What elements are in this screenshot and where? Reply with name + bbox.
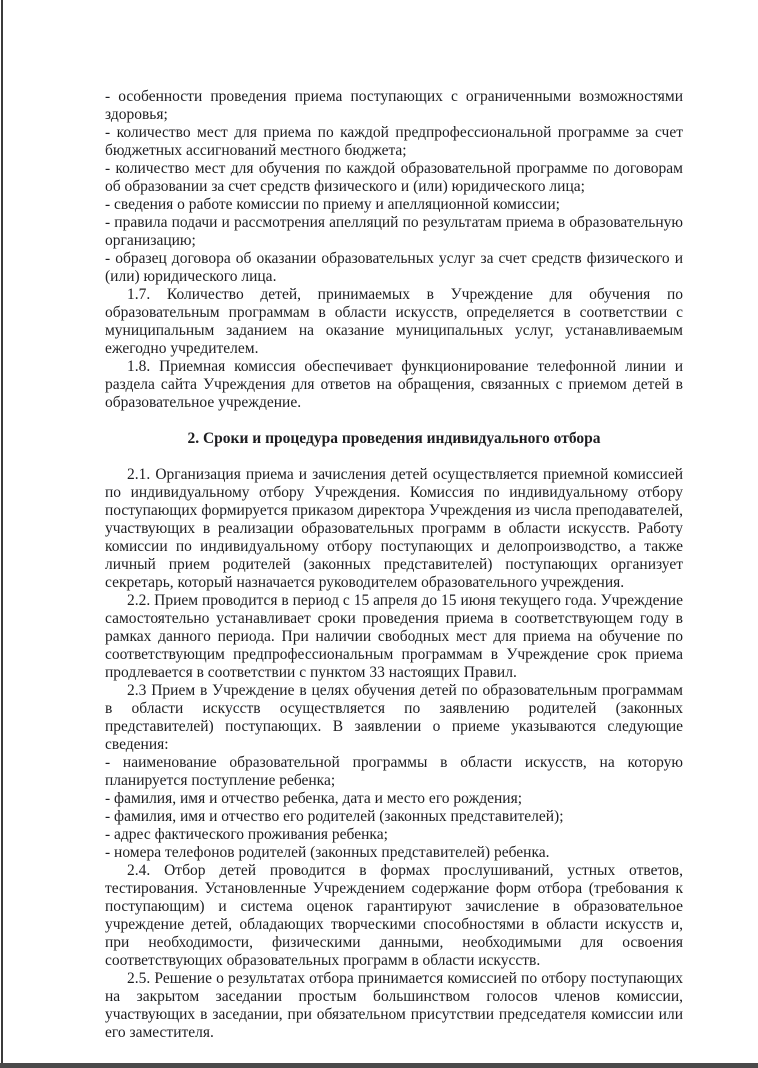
list-item: - номера телефонов родителей (законных представителей) ребенка. [105,844,550,861]
document-body [105,88,683,1042]
list-item: - сведения о работе комиссии по приему и апелляционной комиссии; [105,196,560,213]
list-item: - правила подачи и рассмотрения апелляций по результатам приема в образовательную организацию; [105,214,683,249]
list-item: - фамилия, имя и отчество ребенка, дата и место его рождения; [105,790,523,807]
page-left-edge [1,0,3,1063]
clause-1-8: 1.8. Приемная комиссия обеспечивает функционирование телефонной линии и раздела сайта Учреждения для ответов на обращения, связанных с приемом детей в образовательное учреждение. [105,358,683,411]
list-item: - образец договора об оказании образовательных услуг за счет средств физического и (или) юридического лица. [105,250,683,285]
section-heading: 2. Сроки и процедура проведения индивидуального отбора [187,430,601,447]
list-item: - адрес фактического проживания ребенка; [105,826,388,843]
list-item: - наименование образовательной программы в области искусств, на которую планируется поступление ребенка; [105,754,683,789]
clause-2-3: 2.3 Прием в Учреждение в целях обучения детей по образовательным программам в области искусств осуществляется по заявлению родителей (законных представителей) поступающих. В заявлении о приеме указываются следующие сведения: [105,682,683,753]
clause-1-7: 1.7. Количество детей, принимаемых в Учреждение для обучения по образовательным программам в области искусств, определяется в соответствии с муниципальным заданием на оказание муниципальных услуг, устанавливаемым ежегодно учредителем. [105,286,683,357]
list-item: - особенности проведения приема поступающих с ограниченными возможностями здоровья; [105,88,683,123]
page-bottom-edge [0,1063,758,1068]
clause-2-2: 2.2. Прием проводится в период с 15 апреля до 15 июня текущего года. Учреждение самостоятельно устанавливает сроки проведения приема в соответствующем году в рамках данного периода. При наличии свободных мест для приема на обучение по соответствующим предпрофессиональным программам в Учреждение срок приема продлевается в соответствии с пунктом 33 настоящих Правил. [105,592,683,681]
clause-2-1: 2.1. Организация приема и зачисления детей осуществляется приемной комиссией по индивидуальному отбору Учреждения. Комиссия по индивидуальному отбору поступающих формируется приказом директора Учреждения из числа преподавателей, участвующих в реализации образовательных программ в области искусств. Работу комиссии по индивидуальному отбору поступающих и делопроизводство, а также личный прием родителей (законных представителей) поступающих организует секретарь, который назначается руководителем образовательного учреждения. [105,466,683,591]
clause-2-4: 2.4. Отбор детей проводится в формах прослушиваний, устных ответов, тестирования. Установленные Учреждением содержание форм отбора (требования к поступающим) и система оценок гарантируют зачисление в образовательное учреждение детей, обладающих творческими способностями в области искусств и, при необходимости, физическими данными, необходимыми для освоения соответствующих образовательных программ в области искусств. [105,862,683,969]
list-item: - количество мест для приема по каждой предпрофессиональной программе за счет бюджетных ассигнований местного бюджета; [105,124,683,159]
list-item: - фамилия, имя и отчество его родителей (законных представителей); [105,808,564,825]
list-item: - количество мест для обучения по каждой образовательной программе по договорам об образовании за счет средств физического и (или) юридического лица; [105,160,683,195]
clause-2-5: 2.5. Решение о результатах отбора принимается комиссией по отбору поступающих на закрытом заседании простым большинством голосов членов комиссии, участвующих в заседании, при обязательном присутствии председателя комиссии или его заместителя. [105,970,683,1041]
